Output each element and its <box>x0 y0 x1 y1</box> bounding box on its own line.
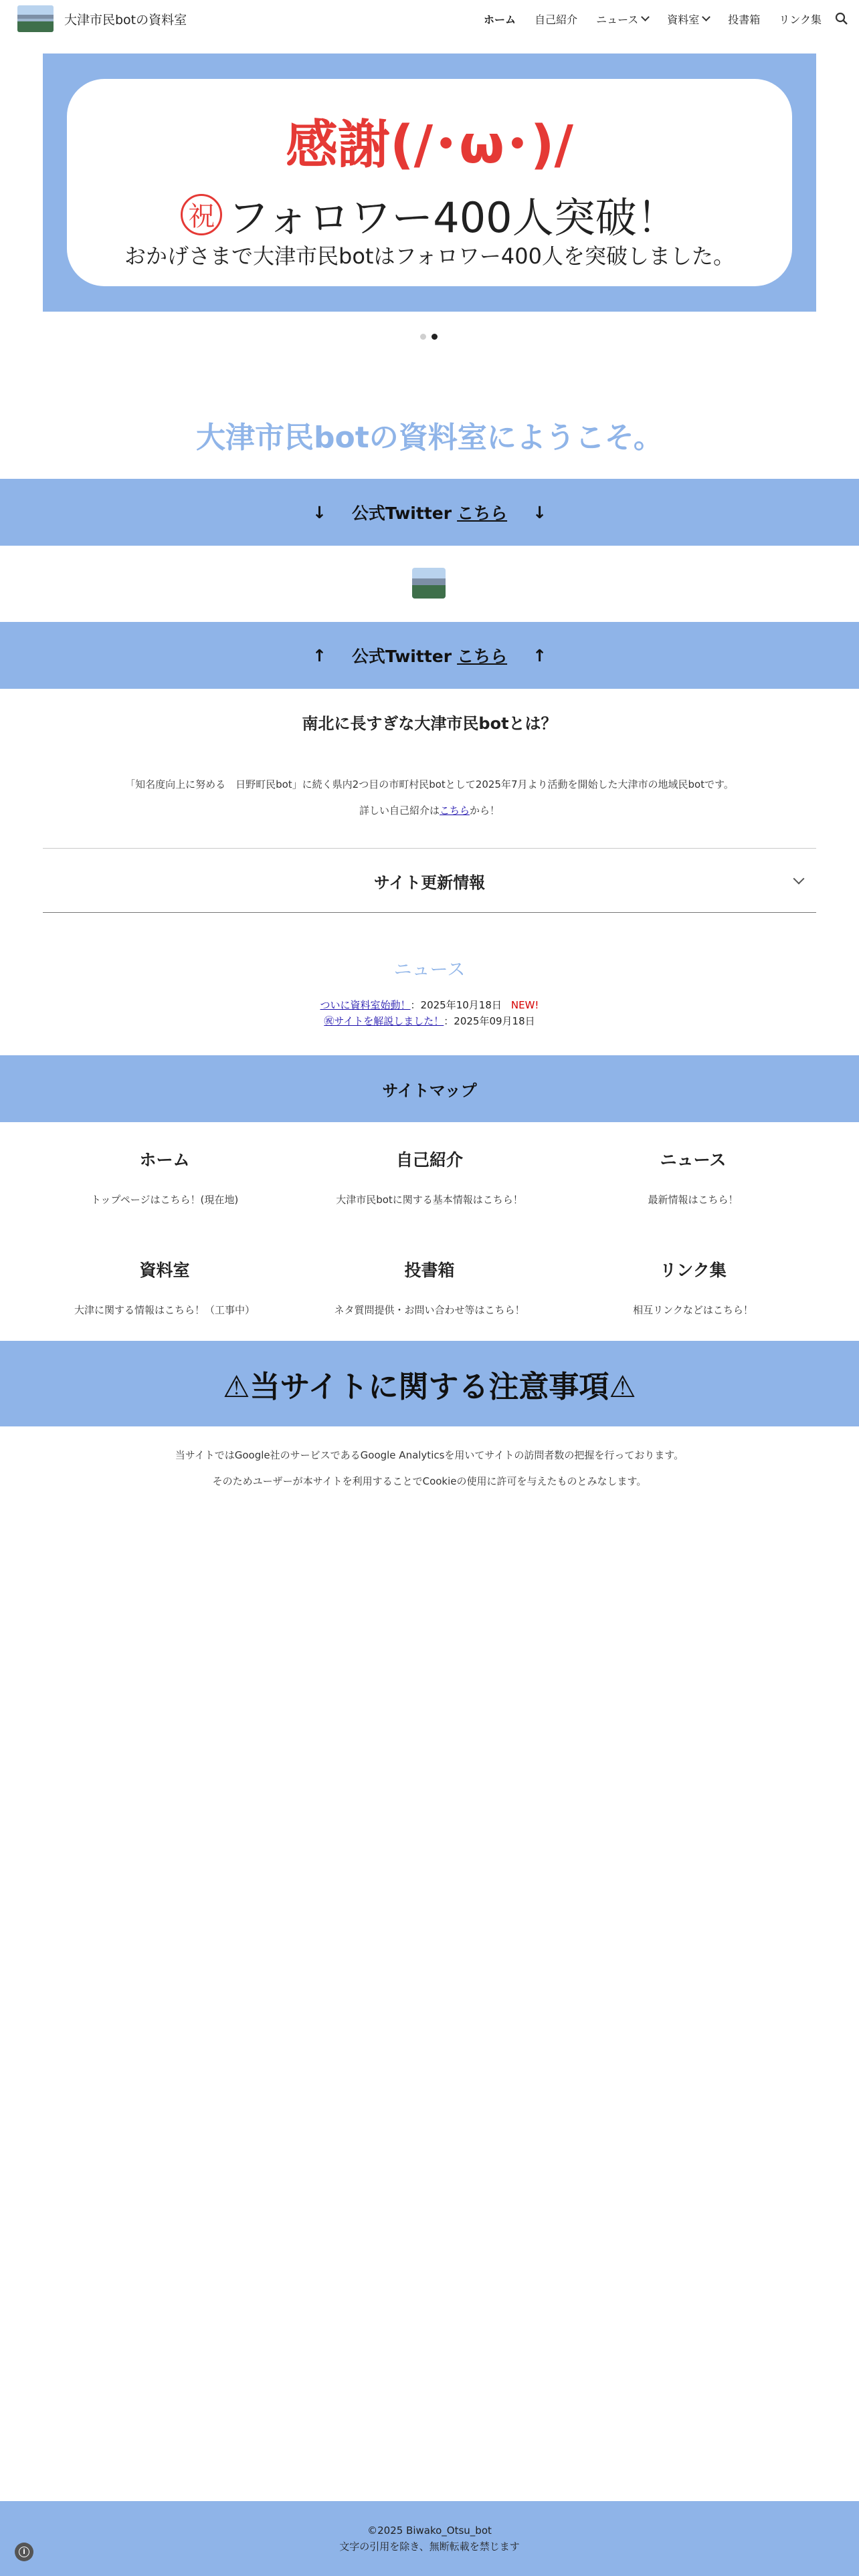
chevron-down-icon[interactable] <box>793 873 805 885</box>
nav-links-label: リンク集 <box>779 13 822 26</box>
sitemap-item-title[interactable]: リンク集 <box>660 1261 727 1280</box>
hero-banner <box>43 53 816 312</box>
notice-line-1: 当サイトではGoogle社のサービスであるGoogle Analyticsを用いてサイトの訪問者数の把握を行っております。 <box>175 1449 684 1461</box>
sitemap-item-desc: 大津に関する情報はこちら！（工事中） <box>74 1304 255 1316</box>
nav-news-label: ニュース <box>596 13 639 26</box>
arrow-down-icon: ↓ <box>533 502 547 522</box>
sitemap-item-news <box>573 1147 814 1206</box>
carousel-dots <box>420 334 438 340</box>
footer-note: 文字の引用を除き、無断転載を禁じます <box>339 2541 520 2553</box>
twitter-link-top[interactable]: こちら <box>457 504 508 523</box>
twitter-link-bottom[interactable]: こちら <box>457 647 508 666</box>
about-more <box>0 803 859 817</box>
carousel-dot-2[interactable] <box>432 334 438 340</box>
footer-copyright: ©2025 Biwako_Otsu_bot <box>367 2525 492 2537</box>
nav-profile[interactable] <box>535 11 577 27</box>
about-text: 「知名度向上に努める 日野町民bot」に続く県内2つ目の市町村民botとして2025年7月より活動を開始した大津市の地域民botです。 <box>125 778 734 790</box>
nav-archive-label: 資料室 <box>667 13 700 26</box>
nav-news[interactable] <box>596 11 648 27</box>
news-item-link[interactable]: ついに資料室始動！ <box>320 999 411 1011</box>
sitemap-item-title[interactable]: ホーム <box>139 1150 190 1170</box>
sitemap-item-title[interactable]: 資料室 <box>139 1261 190 1280</box>
updates-title: サイト更新情報 <box>373 873 486 892</box>
nav-profile-label: 自己紹介 <box>535 13 578 26</box>
updates-accordion[interactable] <box>43 849 816 912</box>
arrow-up-icon: ↑ <box>312 645 326 665</box>
info-icon: i <box>19 2547 29 2557</box>
sitemap-item-desc: 大津市民botに関する基本情報はこちら！ <box>336 1194 523 1206</box>
news-item <box>0 1014 859 1028</box>
notice-band <box>0 1341 859 1426</box>
news-item-date: ：2025年09月18日 <box>444 1015 535 1027</box>
arrow-down-icon: ↓ <box>312 502 326 522</box>
news-item-link[interactable]: ㊗サイトを解説しました！ <box>324 1015 444 1027</box>
twitter-label: 公式Twitter <box>351 647 452 666</box>
chevron-down-icon[interactable] <box>641 13 650 21</box>
sitemap-item-desc: ネタ質問提供・お問い合わせ等はこちら！ <box>334 1304 525 1316</box>
news-item <box>0 998 859 1012</box>
sitemap-item-desc: 相互リンクなどはこちら！ <box>633 1304 753 1316</box>
nav-links[interactable] <box>779 11 822 27</box>
arrow-up-icon: ↑ <box>533 645 547 665</box>
divider <box>43 848 816 849</box>
iwai-icon: 祝 <box>181 194 222 235</box>
twitter-band-top <box>0 479 859 546</box>
twitter-image[interactable] <box>412 568 446 599</box>
site-info-button[interactable] <box>15 2543 33 2561</box>
sitemap-item-title[interactable]: ニュース <box>660 1150 727 1170</box>
about-more-suffix: から！ <box>470 804 500 817</box>
banner-thanks: 感謝(/･ω･)/ <box>285 115 574 175</box>
about-more-link[interactable]: こちら <box>439 804 470 817</box>
notice-title: ⚠当サイトに関する注意事項⚠ <box>223 1368 636 1404</box>
news-heading: ニュース <box>393 960 466 980</box>
site-title[interactable]: 大津市民botの資料室 <box>64 13 187 27</box>
nav-archive[interactable] <box>667 11 709 27</box>
sitemap-item-title[interactable]: 投書箱 <box>404 1261 455 1280</box>
banner-followers-text: フォロワー400人突破！ <box>227 193 678 242</box>
site-header <box>0 0 859 37</box>
site-footer <box>0 2501 859 2576</box>
news-item-date: ：2025年10月18日 <box>410 999 502 1011</box>
carousel-dot-1[interactable] <box>420 334 426 340</box>
about-more-prefix: 詳しい自己紹介は <box>359 804 440 817</box>
main-nav <box>484 0 822 37</box>
sitemap-item-postbox <box>309 1257 550 1317</box>
twitter-label: 公式Twitter <box>351 504 452 523</box>
nav-home[interactable] <box>484 11 516 27</box>
banner-card <box>67 79 792 286</box>
twitter-band-bottom <box>0 622 859 689</box>
sitemap-item-links <box>573 1257 814 1317</box>
sitemap-band <box>0 1055 859 1122</box>
banner-message: おかげさまで大津市民botはフォロワー400人を突破しました。 <box>124 243 735 269</box>
chevron-down-icon[interactable] <box>702 13 710 21</box>
new-badge: NEW! <box>510 999 539 1011</box>
nav-postbox-label: 投書箱 <box>728 13 761 26</box>
about-title: 南北に長すぎな大津市民botとは？ <box>302 714 557 733</box>
sitemap-item-archive <box>44 1257 285 1317</box>
sitemap-item-title[interactable]: 自己紹介 <box>395 1150 463 1170</box>
site-logo[interactable] <box>17 5 54 32</box>
notice-line-2: そのためユーザーが本サイトを利用することでCookieの使用に許可を与えたものとみなします。 <box>212 1475 647 1487</box>
banner-followers <box>67 185 792 244</box>
sitemap-title: サイトマップ <box>382 1081 477 1100</box>
search-icon[interactable] <box>834 11 850 27</box>
sitemap-item-profile <box>309 1147 550 1206</box>
divider <box>43 912 816 913</box>
sitemap-item-desc: 最新情報はこちら！ <box>648 1194 739 1206</box>
sitemap-item-home <box>44 1147 285 1206</box>
sitemap-item-desc: トップページはこちら！(現在地) <box>90 1194 239 1206</box>
welcome-heading: 大津市民botの資料室にようこそ。 <box>196 421 663 455</box>
nav-postbox[interactable] <box>728 11 760 27</box>
nav-home-label: ホーム <box>484 13 516 26</box>
